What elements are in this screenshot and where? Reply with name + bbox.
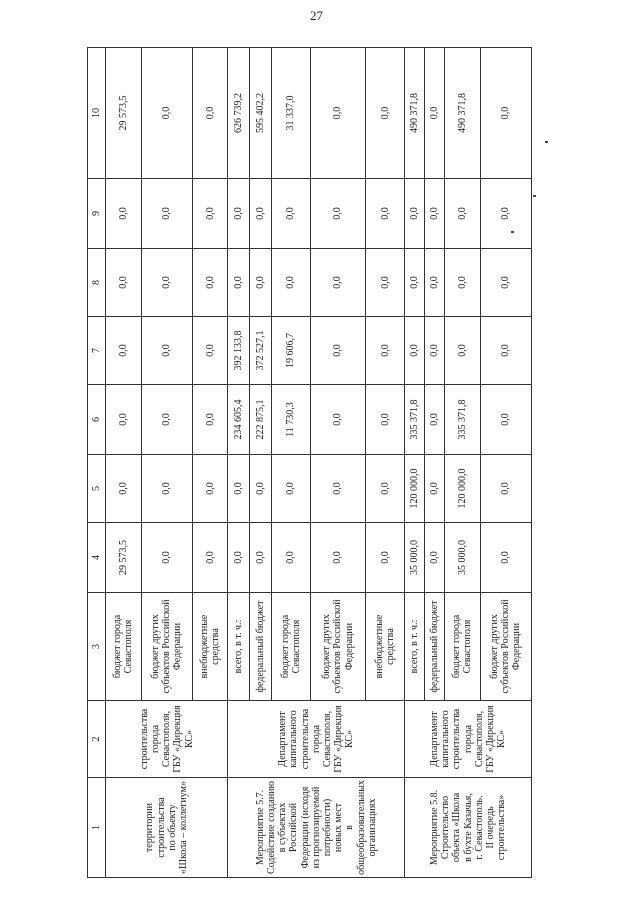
column-header: 6 [88,385,106,455]
activity-name-cell [405,778,532,878]
column-header: 5 [88,455,106,523]
value-cell: 0,0 [405,317,425,385]
scan-speck [511,231,514,233]
value-cell: 490 371,8 [445,48,481,179]
funding-source-cell [271,593,310,701]
value-cell: 35 000,0 [445,523,481,593]
text-line: федеральный бюджет [254,600,266,693]
funding-source-cell [250,593,272,701]
scan-speck [545,141,548,143]
header-row [88,48,106,878]
value-cell: 0,0 [250,455,272,523]
column-header: 1 [88,778,106,878]
text-line: всего, в т. ч.: [409,619,421,674]
funding-source-cell [425,593,445,701]
value-cell: 0,0 [366,455,405,523]
value-cell: 0,0 [271,455,310,523]
text-line: средства [385,628,397,665]
text-line: города [310,724,322,754]
funding-source-cell [366,593,405,701]
table-row [106,48,142,878]
value-cell: 392 133,8 [228,317,250,385]
value-cell: 0,0 [141,523,192,593]
text-line: внебюджетные [374,614,386,679]
value-cell: 0,0 [141,249,192,317]
value-cell: 0,0 [425,385,445,455]
text-line: в субъектах [277,802,289,853]
text-line: субъектов Российской [332,599,344,694]
value-cell: 0,0 [192,385,228,455]
text-line: II очередь [484,806,496,849]
value-cell: 372 527,1 [250,317,272,385]
text-line: Мероприятие 5.8. [428,789,440,866]
value-cell: 0,0 [192,317,228,385]
value-cell: 0,0 [106,249,142,317]
value-cell: 0,0 [250,249,272,317]
value-cell: 0,0 [480,317,531,385]
value-cell: 0,0 [425,48,445,179]
text-line: капитального [440,710,452,768]
funding-source-cell [480,593,531,701]
value-cell: 0,0 [480,523,531,593]
text-line: Департамент [277,711,289,767]
column-header: 3 [88,593,106,701]
column-header: 8 [88,249,106,317]
scan-speck [533,195,536,197]
column-header: 4 [88,523,106,593]
text-line: Федерации [172,622,184,671]
value-cell: 0,0 [141,179,192,249]
text-line: территории [144,802,156,853]
value-cell: 11 730,3 [271,385,310,455]
text-line: ГБУ «Дирекция [333,705,345,773]
value-cell: 0,0 [366,523,405,593]
value-cell: 0,0 [228,249,250,317]
text-line: Севастополя, [321,710,333,768]
text-line: объекта «Школа [451,792,463,863]
value-cell: 0,0 [310,385,366,455]
text-line: ГБУ «Дирекция [172,705,184,773]
text-line: Севастополя, [161,710,173,768]
funding-source-cell [405,593,425,701]
value-cell: 335 371,8 [445,385,481,455]
funding-source-cell [445,593,481,701]
value-cell: 0,0 [228,455,250,523]
value-cell: 0,0 [228,179,250,249]
value-cell: 0,0 [366,179,405,249]
value-cell: 0,0 [445,317,481,385]
value-cell: 0,0 [310,249,366,317]
text-line: по объекту [166,804,178,851]
text-line: из прогнозируемой [310,786,322,869]
column-header: 10 [88,48,106,179]
text-line: бюджет других [321,614,333,679]
value-cell: 0,0 [106,317,142,385]
value-cell: 0,0 [366,317,405,385]
text-line: капитального [288,710,300,768]
value-cell: 0,0 [425,249,445,317]
value-cell: 0,0 [425,523,445,593]
text-line: Департамент [428,711,440,767]
value-cell: 0,0 [425,179,445,249]
text-line: организациях [366,798,378,857]
value-cell: 120 000,0 [445,455,481,523]
activity-name-cell [228,778,405,878]
budget-table [87,47,532,878]
text-line: Федерации (исходя [299,786,311,869]
page-number: 27 [310,8,323,23]
value-cell: 0,0 [445,179,481,249]
value-cell: 0,0 [192,523,228,593]
text-line: КС» [496,729,508,749]
value-cell: 0,0 [310,179,366,249]
value-cell: 222 875,1 [250,385,272,455]
executor-cell [106,701,228,778]
text-line: Севастополя, [473,710,485,768]
text-line: субъектов Российской [161,599,173,694]
funding-source-cell [141,593,192,701]
value-cell: 0,0 [310,48,366,179]
value-cell: 0,0 [106,179,142,249]
text-line: в бухте Казачья, [462,793,474,862]
activity-name-cell [106,778,228,878]
value-cell: 0,0 [250,523,272,593]
text-line: общеобразовательных [355,780,367,875]
value-cell: 0,0 [425,455,445,523]
text-line: потребности) [321,798,333,857]
value-cell: 0,0 [366,249,405,317]
value-cell: 0,0 [192,179,228,249]
value-cell: 0,0 [250,179,272,249]
value-cell: 0,0 [310,523,366,593]
text-line: Федерации [511,622,523,671]
value-cell: 19 606,7 [271,317,310,385]
value-cell: 0,0 [106,455,142,523]
text-line: Российской [288,802,300,853]
value-cell: 31 337,0 [271,48,310,179]
text-line: Строительство [440,795,452,860]
value-cell: 0,0 [141,48,192,179]
table-row [405,48,425,878]
value-cell: 490 371,8 [405,48,425,179]
funding-source-cell [192,593,228,701]
text-line: строительства [451,708,463,770]
value-cell: 0,0 [106,385,142,455]
text-line: ГБУ «Дирекция [484,705,496,773]
text-line: всего, в т. ч.: [233,619,245,674]
text-line: в [344,825,356,830]
value-cell: 0,0 [310,317,366,385]
text-line: строительства [155,797,167,858]
text-line: бюджет других [489,614,501,679]
value-cell: 0,0 [271,249,310,317]
value-cell: 0,0 [480,455,531,523]
value-cell: 0,0 [480,249,531,317]
text-line: субъектов Российской [500,599,512,694]
value-cell: 0,0 [141,385,192,455]
value-cell: 35 000,0 [405,523,425,593]
text-line: бюджет города [112,614,124,679]
text-line: КС» [344,729,356,749]
value-cell: 335 371,8 [405,385,425,455]
text-line: Мероприятие 5.7. [254,789,266,866]
text-line: «Школа – коллегиум» [177,780,189,875]
text-line: Федерации [343,622,355,671]
value-cell: 0,0 [425,317,445,385]
value-cell: 595 402,2 [250,48,272,179]
text-line: бюджет города [451,614,463,679]
executor-cell [228,701,405,778]
funding-source-cell [106,593,142,701]
funding-source-cell [228,593,250,701]
column-header: 2 [88,701,106,778]
text-line: строительства» [496,794,508,861]
executor-cell [405,701,532,778]
value-cell: 0,0 [480,48,531,179]
value-cell: 0,0 [141,317,192,385]
value-cell: 0,0 [228,523,250,593]
value-cell: 234 605,4 [228,385,250,455]
text-line: г. Севастополь. [473,795,485,860]
value-cell: 29 573,5 [106,48,142,179]
funding-source-cell [310,593,366,701]
text-line: строительства [138,708,150,770]
value-cell: 0,0 [310,455,366,523]
value-cell: 0,0 [192,249,228,317]
value-cell: 0,0 [405,179,425,249]
text-line: Севастополя [462,619,474,674]
text-line: Севастополя [290,619,302,674]
value-cell: 0,0 [141,455,192,523]
text-line: внебюджетные [198,614,210,679]
text-line: строительства [299,708,311,770]
text-line: федеральный бюджет [429,600,440,693]
text-line: КС» [183,729,195,749]
value-cell: 0,0 [366,48,405,179]
value-cell: 0,0 [192,455,228,523]
text-line: Севастополя [123,619,135,674]
value-cell: 0,0 [271,179,310,249]
text-line: новых мест [333,802,345,853]
value-cell: 0,0 [480,179,531,249]
value-cell: 29 573,5 [106,523,142,593]
text-line: бюджет города [279,614,291,679]
text-line: бюджет других [149,614,161,679]
text-line: города [462,724,474,754]
column-header: 9 [88,179,106,249]
value-cell: 0,0 [480,385,531,455]
text-line: города [149,724,161,754]
value-cell: 0,0 [192,48,228,179]
value-cell: 0,0 [366,385,405,455]
text-line: Содействие созданию [266,781,278,874]
rotated-table-container [87,48,532,878]
value-cell: 0,0 [271,523,310,593]
column-header: 7 [88,317,106,385]
value-cell: 626 739,2 [228,48,250,179]
table-row [228,48,250,878]
value-cell: 0,0 [405,249,425,317]
value-cell: 120 000,0 [405,455,425,523]
text-line: средства [210,628,222,665]
value-cell: 0,0 [445,249,481,317]
